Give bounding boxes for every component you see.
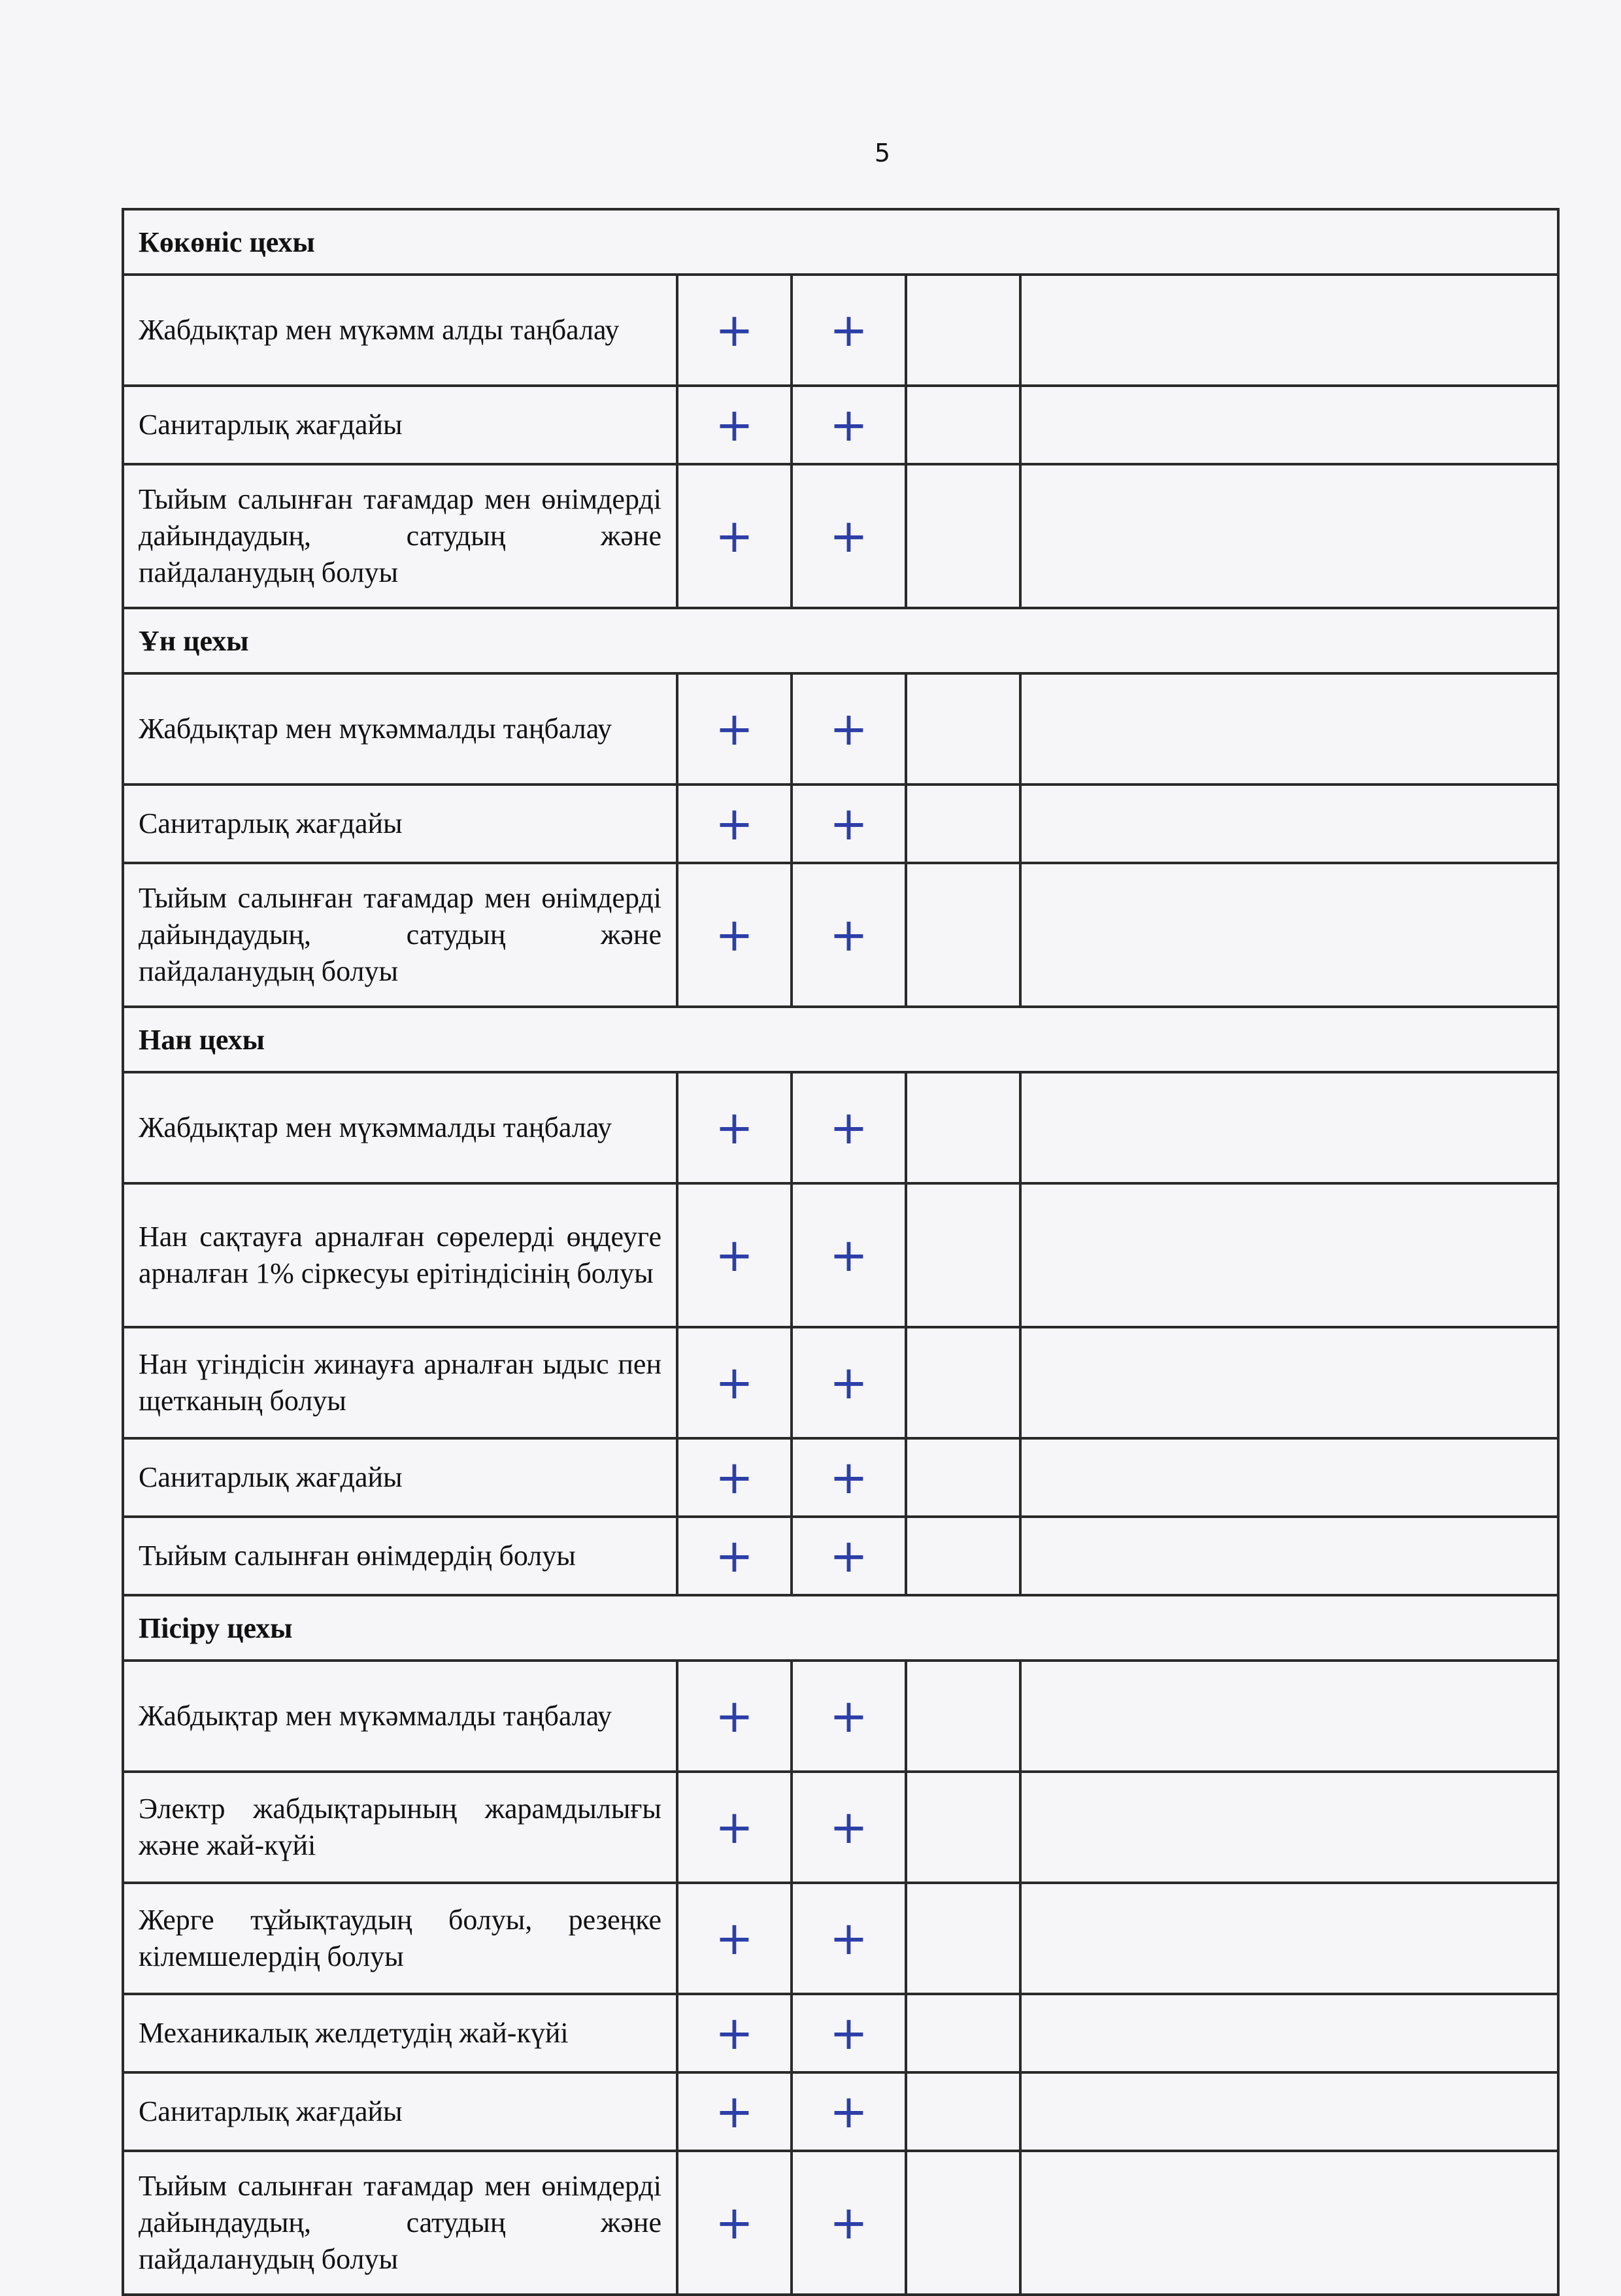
notes-cell [1020,464,1558,608]
requirement-text: Санитарлық жағдайы [123,785,677,863]
notes-cell [1020,673,1558,785]
table-row [123,464,1558,608]
check-mark-2: + [792,1772,906,1883]
section-header [123,1007,1558,1072]
requirement-text: Нан сақтауға арналған сөрелерді өңдеуге арналған 1% сіркесуы ерітіндісінің болуы [123,1183,677,1327]
table-row [123,275,1558,386]
check-mark-1: + [677,863,792,1007]
check-mark-2: + [792,2072,906,2151]
empty-cell [906,1327,1020,1438]
section-title: Нан цехы [123,1007,1558,1072]
notes-cell [1020,1517,1558,1595]
requirement-text: Санитарлық жағдайы [123,1438,677,1517]
requirement-text: Санитарлық жағдайы [123,2072,677,2151]
table-row [123,2151,1558,2295]
check-mark-1: + [677,785,792,863]
notes-cell [1020,1772,1558,1883]
check-mark-2: + [792,1883,906,1994]
check-mark-1: + [677,1994,792,2072]
check-mark-1: + [677,1072,792,1183]
requirement-text: Жабдықтар мен мүкәммалды таңбалау [123,673,677,785]
check-mark-1: + [677,1772,792,1883]
check-mark-1: + [677,1883,792,1994]
table-row [123,1438,1558,1517]
section-title: Пісіру цехы [123,1595,1558,1661]
check-mark-1: + [677,2151,792,2295]
table-row [123,673,1558,785]
check-mark-2: + [792,275,906,386]
section-header [123,209,1558,275]
table-row [123,1327,1558,1438]
notes-cell [1020,785,1558,863]
table-row [123,1517,1558,1595]
table-row [123,785,1558,863]
check-mark-1: + [677,673,792,785]
empty-cell [906,2151,1020,2295]
empty-cell [906,1438,1020,1517]
requirement-text: Жабдықтар мен мүкәммалды таңбалау [123,1661,677,1772]
empty-cell [906,1772,1020,1883]
check-mark-2: + [792,1183,906,1327]
check-mark-1: + [677,1661,792,1772]
requirement-text: Механикалық желдетудің жай-күйі [123,1994,677,2072]
check-mark-2: + [792,1517,906,1595]
empty-cell [906,386,1020,464]
table-row [123,1661,1558,1772]
check-mark-2: + [792,1327,906,1438]
requirement-text: Жерге тұйықтаудың болуы, резеңке кілемшелердің болуы [123,1883,677,1994]
section-title: Ұн цехы [123,608,1558,673]
check-mark-1: + [677,386,792,464]
check-mark-1: + [677,464,792,608]
section-header [123,608,1558,673]
check-mark-2: + [792,673,906,785]
notes-cell [1020,1661,1558,1772]
requirement-text: Электр жабдықтарының жарамдылығы және жай-күйі [123,1772,677,1883]
empty-cell [906,673,1020,785]
checklist-table [122,208,1560,2296]
check-mark-1: + [677,1327,792,1438]
check-mark-2: + [792,386,906,464]
empty-cell [906,1883,1020,1994]
table-row [123,1994,1558,2072]
check-mark-1: + [677,1517,792,1595]
requirement-text: Тыйым салынған тағамдар мен өнімдерді дайындаудың, сатудың және пайдаланудың болуы [123,464,677,608]
check-mark-1: + [677,275,792,386]
page-number: 5 [874,139,891,167]
notes-cell [1020,863,1558,1007]
empty-cell [906,464,1020,608]
notes-cell [1020,386,1558,464]
requirement-text: Нан үгіндісін жинауға арналған ыдыс пен щетканың болуы [123,1327,677,1438]
notes-cell [1020,1883,1558,1994]
check-mark-1: + [677,1183,792,1327]
section-title: Көкөніс цехы [123,209,1558,275]
check-mark-2: + [792,863,906,1007]
empty-cell [906,1661,1020,1772]
check-mark-1: + [677,1438,792,1517]
empty-cell [906,275,1020,386]
empty-cell [906,1072,1020,1183]
check-mark-1: + [677,2072,792,2151]
empty-cell [906,1183,1020,1327]
table-row [123,863,1558,1007]
requirement-text: Жабдықтар мен мүкәммалды таңбалау [123,1072,677,1183]
requirement-text: Тыйым салынған тағамдар мен өнімдерді дайындаудың, сатудың және пайдаланудың болуы [123,2151,677,2295]
section-header [123,1595,1558,1661]
notes-cell [1020,1183,1558,1327]
notes-cell [1020,1438,1558,1517]
table-row [123,1072,1558,1183]
check-mark-2: + [792,1994,906,2072]
table-row [123,2072,1558,2151]
check-mark-2: + [792,785,906,863]
requirement-text: Санитарлық жағдайы [123,386,677,464]
empty-cell [906,1517,1020,1595]
requirement-text: Тыйым салынған өнімдердің болуы [123,1517,677,1595]
check-mark-2: + [792,2151,906,2295]
empty-cell [906,1994,1020,2072]
requirement-text: Тыйым салынған тағамдар мен өнімдерді дайындаудың, сатудың және пайдаланудың болуы [123,863,677,1007]
check-mark-2: + [792,1072,906,1183]
empty-cell [906,863,1020,1007]
table-row [123,1183,1558,1327]
table-row [123,1772,1558,1883]
table-row [123,1883,1558,1994]
notes-cell [1020,1994,1558,2072]
notes-cell [1020,1072,1558,1183]
table-row [123,386,1558,464]
check-mark-2: + [792,464,906,608]
empty-cell [906,785,1020,863]
notes-cell [1020,2151,1558,2295]
notes-cell [1020,275,1558,386]
empty-cell [906,2072,1020,2151]
check-mark-2: + [792,1661,906,1772]
notes-cell [1020,2072,1558,2151]
notes-cell [1020,1327,1558,1438]
requirement-text: Жабдықтар мен мүкәмм алды таңбалау [123,275,677,386]
check-mark-2: + [792,1438,906,1517]
checklist-table-container [122,208,1557,2296]
